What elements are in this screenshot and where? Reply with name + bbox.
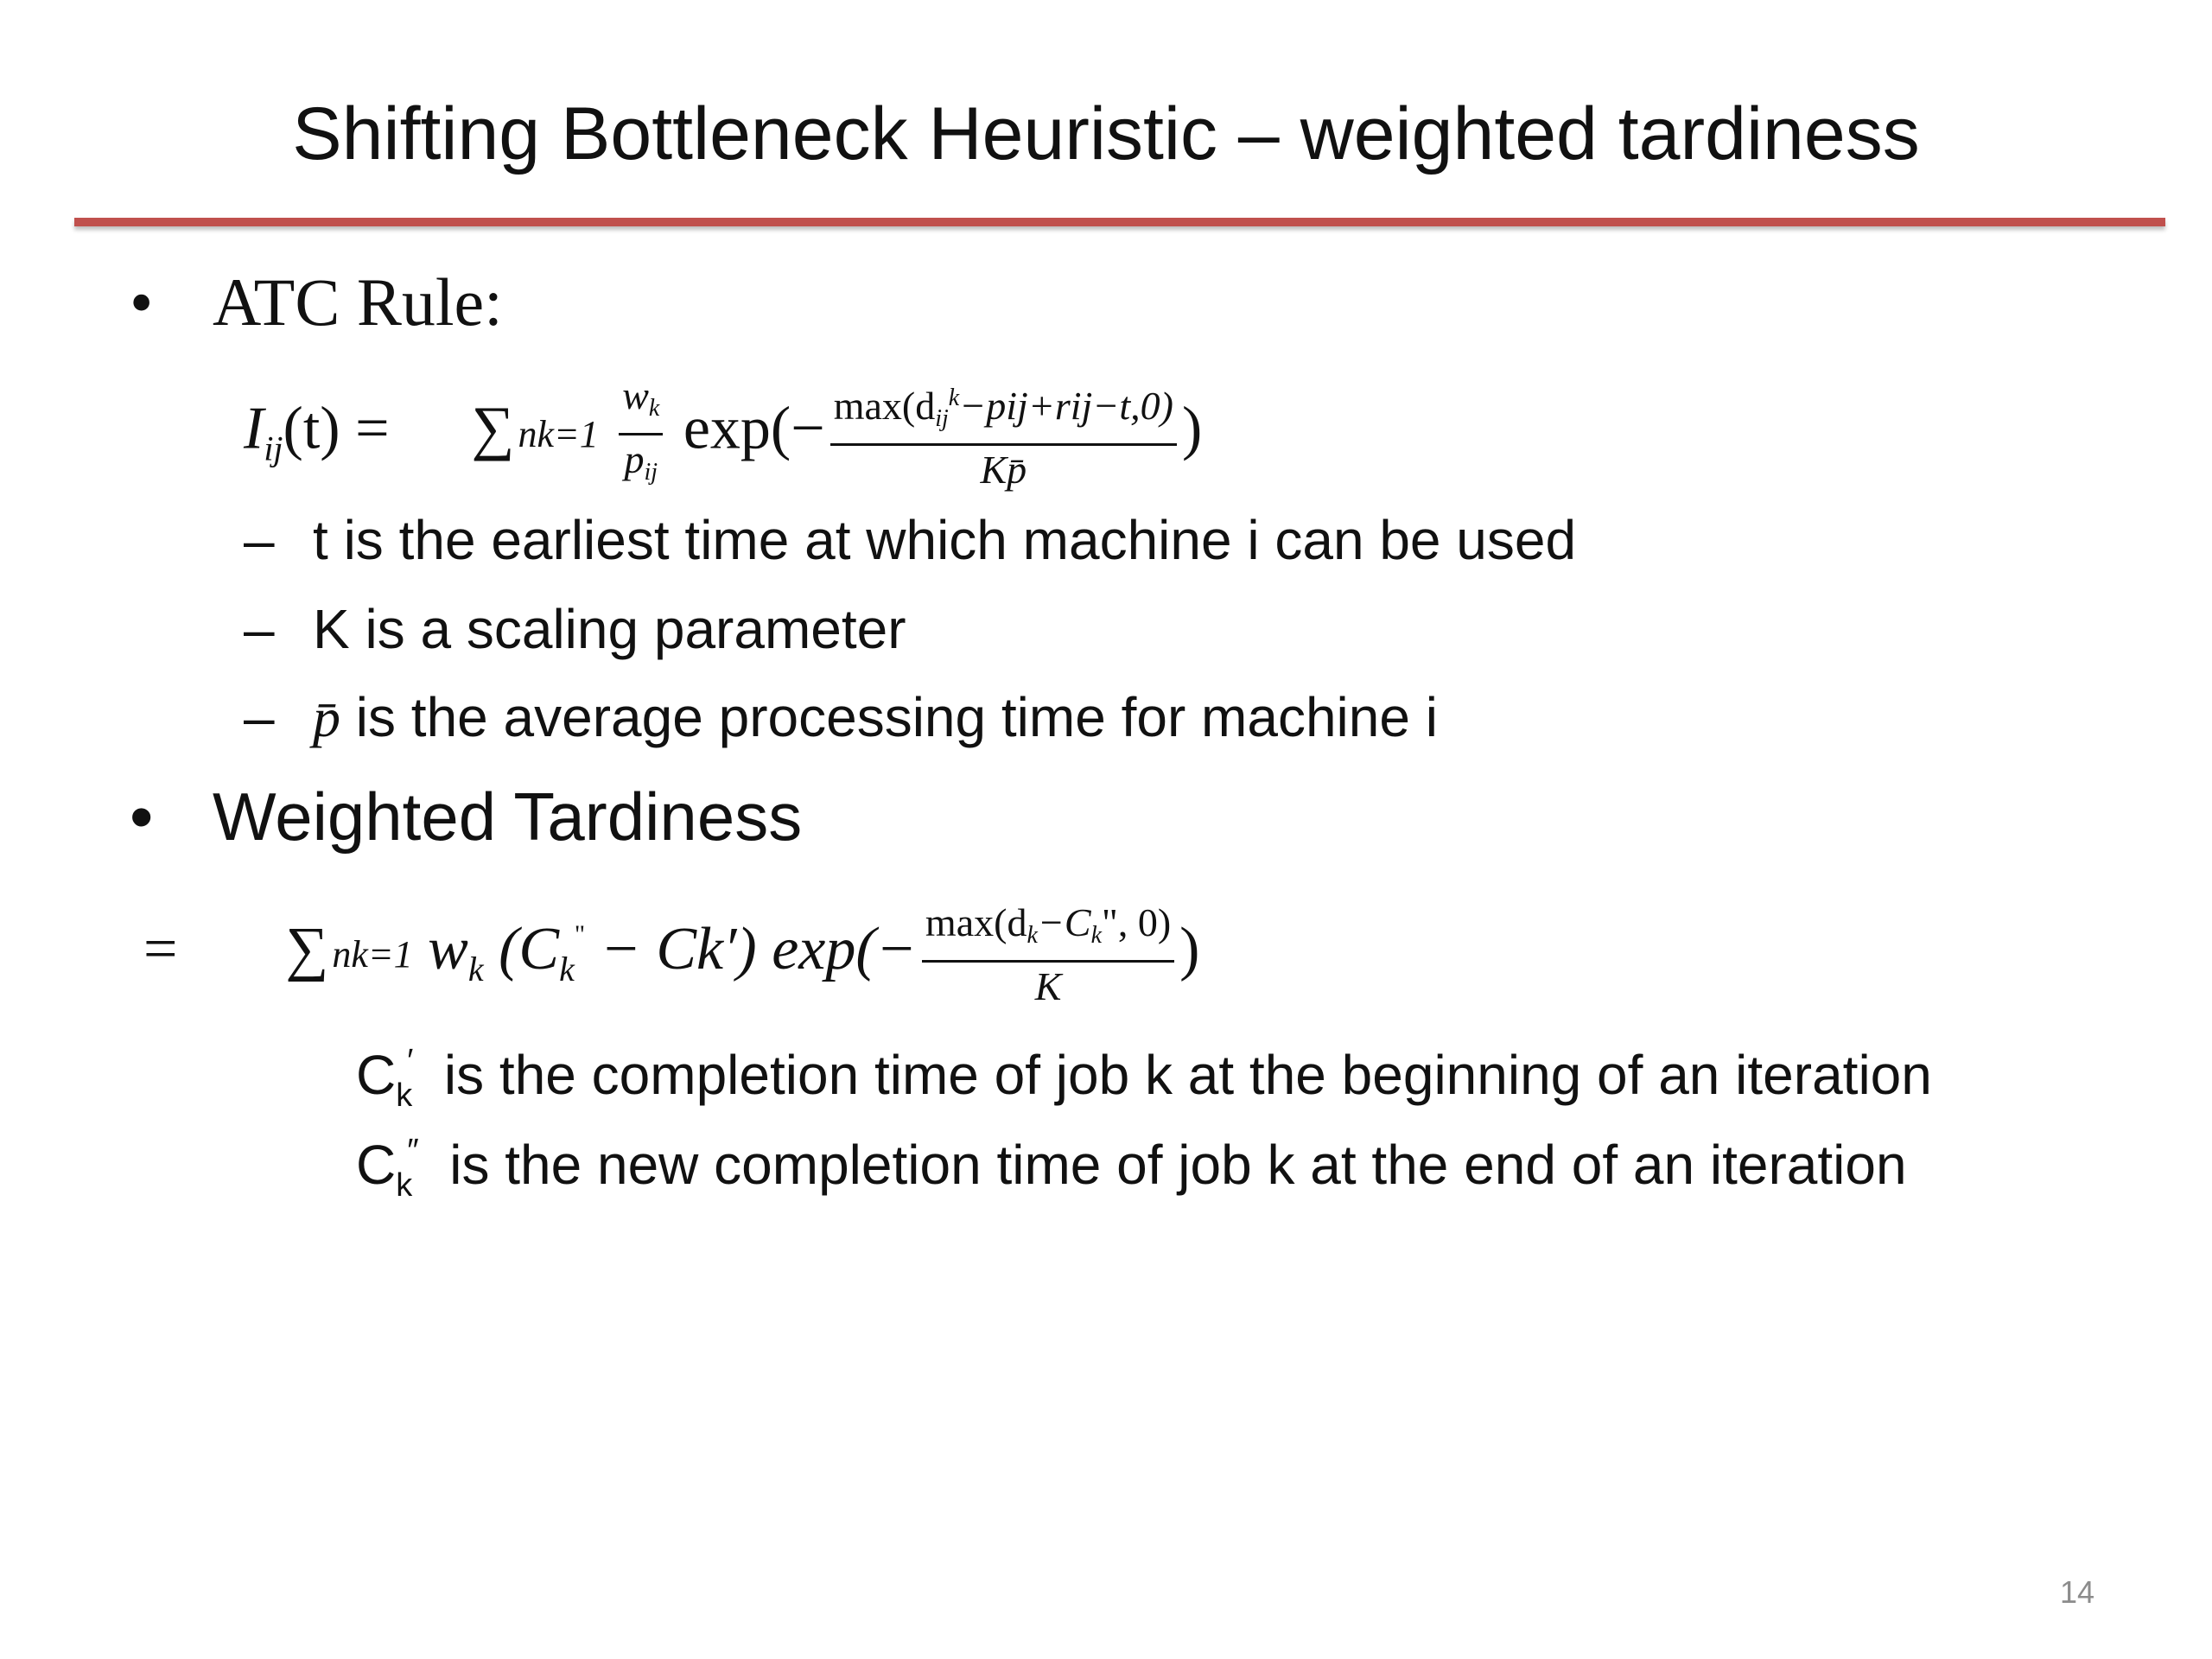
slide-title: Shifting Bottleneck Heuristic – weighted tardiness [292, 92, 1920, 175]
atc-weight-fraction: $\frac{w_k}{p_{ij}}$ [619, 372, 663, 497]
atc-formula: $I_{ij}(t) = \sum nk=1$ $\frac{w_k}{p_{ij}}$ exp(− $\frac{\max(d_{ij}^k-pij+rij-t,0)}{Kp̄}$ ) [244, 372, 1202, 497]
atc-exponent-fraction: $\frac{\max(d_{ij}^k-pij+rij-t,0)}{Kp̄}$ [830, 374, 1177, 494]
wt-note-c-prime: $C_k'$ is the completion time of job k at the beginning of an iteration [356, 1043, 1932, 1114]
bullet-symbol: • [130, 264, 154, 340]
wt-note-c-double-prime: $C_k''$ is the new completion time of job k at the end of an iteration [356, 1133, 1907, 1204]
page-number: 14 [2059, 1574, 2094, 1610]
bullet-label: Weighted Tardiness [213, 779, 803, 855]
bullet-symbol: • [130, 779, 154, 855]
bullet-label: ATC Rule: [213, 264, 503, 340]
title-underline [74, 218, 2165, 226]
wt-formula: = ∑nk=1 $w_k$ $(C_k^" - Ck')$ exp(− $\frac{\max(d_k-C_k", 0)}{K}$ ) [143, 899, 1199, 1011]
wt-exponent-fraction: $\frac{\max(d_k-C_k", 0)}{K}$ [922, 899, 1174, 1011]
